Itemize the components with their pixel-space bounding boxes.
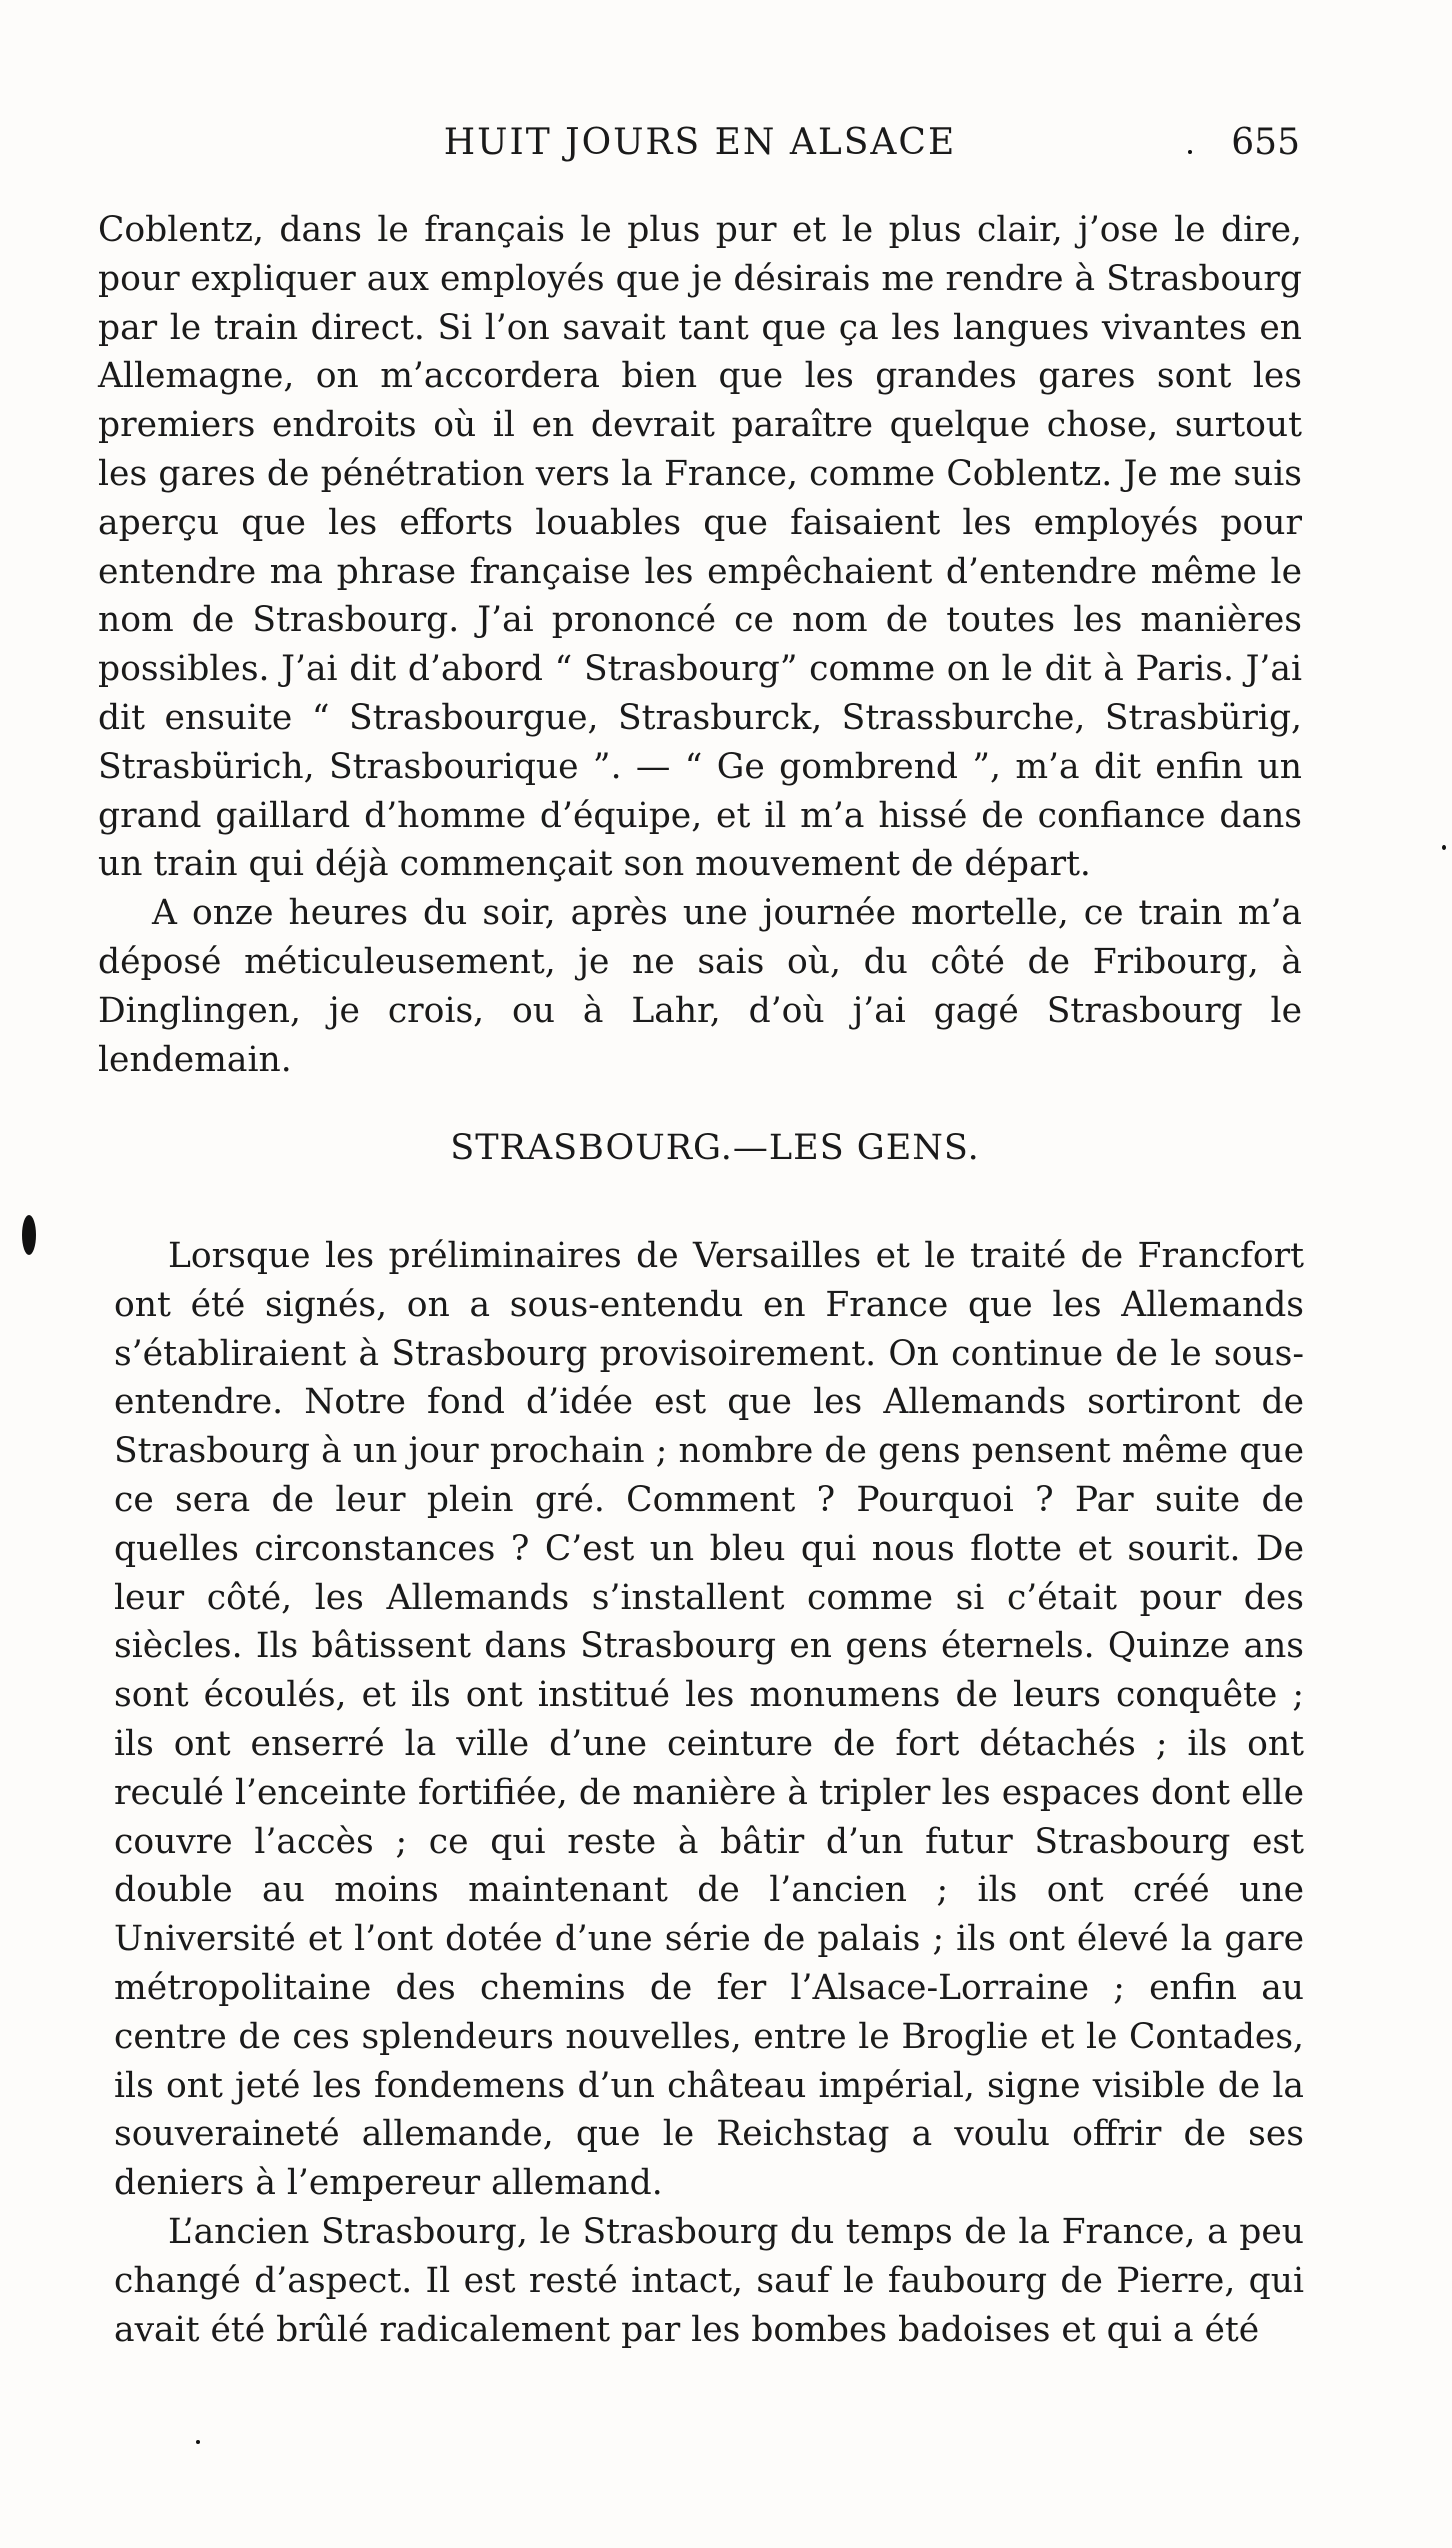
text-block-before-heading — [98, 206, 1302, 1084]
ink-blot-mark — [22, 1215, 36, 1255]
scan-speck-mark — [1442, 845, 1446, 850]
running-title: HUIT JOURS EN ALSACE — [443, 122, 957, 163]
scan-speck-mark — [196, 2440, 200, 2444]
paragraph: L’ancien Strasbourg, le Strasbourg du temps de la France, a peu changé d’aspect. Il est resté intact, sauf le faubourg de Pierre, qui avait été brûlé radicalement par les bombes badoises et qui a été — [114, 2211, 1304, 2350]
paragraph: Lorsque les préliminaires de Versailles et le traité de Francfort ont été signés, on a sous-entendu en France que les Allemands s’établiraient à Strasbourg provisoirement. On continue de le sous-entendre. Notre fond d’idée est que les Allemands sortiront de Strasbourg à un jour prochain ; nombre de gens pensent même que ce sera de leur plein gré. Comment ? Pourquoi ? Par suite de quelles circonstances ? C’est un bleu qui nous flotte et sourit. De leur côté, les Allemands s’installent comme si c’était pour des siècles. Ils bâtissent dans Strasbourg en gens éternels. Quinze ans sont écoulés, et ils ont institué les monumens de leurs conquête ; ils ont enserré la ville d’une ceinture de fort détachés ; ils ont reculé l’enceinte fortifiée, de manière à tripler les espaces dont elle couvre l’accès ; ce qui reste à bâtir d’un futur Strasbourg est double au moins maintenant de l’ancien ; ils ont créé une Université et l’ont dotée d’une série de palais ; ils ont élevé la gare métropolitaine des chemins de fer l’Alsace-Lorraine ; enfin au centre de ces splendeurs nouvelles, entre le Broglie et le Contades, ils ont jeté les fondemens d’un château impérial, signe visible de la souveraineté allemande, que le Reichstag a voulu offrir de ses deniers à l’empereur allemand. — [114, 1236, 1304, 2204]
paragraph: Coblentz, dans le français le plus pur et le plus clair, j’ose le dire, pour expliquer aux employés que je désirais me rendre à Strasbourg par le train direct. Si l’on savait tant que ça les langues vivantes en Allemagne, on m’accordera bien que les grandes gares sont les premiers endroits où il en devrait paraître quelque chose, surtout les gares de pénétration vers la France, comme Coblentz. Je me suis aperçu que les efforts louables que faisaient les employés pour entendre ma phrase française les empêchaient d’entendre même le nom de Strasbourg. J’ai prononcé ce nom de toutes les manières possibles. J’ai dit d’abord “ Strasbourg” comme on le dit à Paris. J’ai dit ensuite “ Strasbourgue, Strasburck, Strassburche, Strasbürig, Strasbürich, Strasbourique ”. — “ Ge gombrend ”, m’a dit enfin un grand gaillard d’homme d’équipe, et il m’a hissé de confiance dans un train qui déjà commençait son mouvement de départ. — [98, 210, 1302, 885]
running-head — [100, 122, 1300, 178]
page-number: 655 — [1231, 122, 1300, 163]
paragraph: A onze heures du soir, après une journée mortelle, ce train m’a déposé méticuleusement, je ne sais où, du côté de Fribourg, à Dinglingen, je crois, ou à Lahr, d’où j’ai gagé Strasbourg le lendemain. — [98, 893, 1302, 1080]
text-block-after-heading — [114, 1232, 1304, 2354]
section-heading: STRASBOURG.—LES GENS. — [450, 1128, 980, 1168]
scan-speck-mark — [1188, 150, 1192, 154]
